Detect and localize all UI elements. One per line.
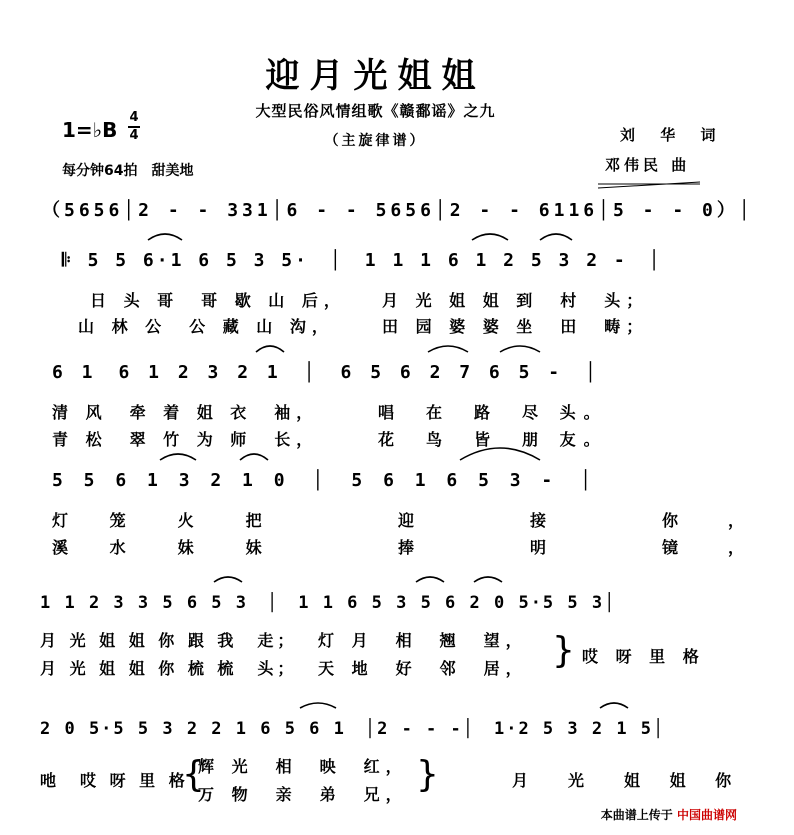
lyric-2b: 唱 在 路 尽 头。 [378, 403, 608, 422]
lyric-5c: 万 物 亲 弟 兄， [198, 785, 408, 804]
lyric-1d: 田 园 婆 婆 坐 田 畴； [382, 317, 649, 336]
slur [540, 234, 572, 240]
slur [472, 234, 508, 240]
slur [416, 577, 444, 582]
slur [148, 234, 182, 240]
slur [598, 182, 700, 188]
lyric-1c: 山 林 公 公 藏 山 沟， [78, 317, 334, 336]
brace-right-2: } [416, 754, 439, 795]
page-title: 迎月光姐姐 [265, 56, 486, 96]
slur [600, 703, 628, 708]
slur [300, 703, 336, 708]
slur [160, 454, 196, 460]
tempo-marking: 每分钟64拍 甜美地 [62, 163, 194, 179]
slur [474, 577, 502, 582]
lyric-5d: 月 光 姐 姐 你 [512, 771, 744, 790]
key-signature: 1=♭B [62, 118, 118, 142]
lyric-3a: 灯 笼 火 把 [52, 511, 280, 530]
meter-bottom: 4 [129, 128, 139, 143]
lyric-3b: 迎 接 你， [398, 511, 794, 530]
slur [428, 346, 468, 352]
lyric-2c: 青 松 翠 竹 为 师 长， [52, 430, 319, 449]
slur [214, 577, 242, 582]
footer-text: 本曲谱上传于 [600, 808, 673, 822]
notation-row-1: 𝄆 5 5 6·1 6 5 3 5· │ 1 1 1 6 1 2 5 3 2 - │ [62, 250, 663, 271]
lyric-1a: 日 头 哥 哥 歇 山 后， [90, 291, 346, 310]
footer [601, 806, 737, 823]
notation-row-intro: （5656│2 - - 331│6 - - 5656│2 - - 6116│5 - - 0）│ [42, 200, 754, 221]
lyric-5a: 吔 哎 呀 里 格 [40, 771, 189, 790]
lyric-3d: 捧 明 镜， [398, 538, 794, 557]
lyric-2a: 清 风 牵 着 姐 衣 袖， [52, 403, 319, 422]
slur [500, 346, 540, 352]
composer-credit: 邓伟民 曲 [605, 156, 691, 174]
lyricist-credit: 刘 华 词 [620, 126, 726, 144]
notation-row-3: 5 5 6 1 3 2 1 0 │ 5 6 1 6 5 3 - │ [52, 470, 597, 491]
notation-row-5: 2 0 5·5 5 3 2 2 1 6 5 6 1 │2 - - -│ 1·2 5 3 2 1 5│ [40, 719, 666, 739]
notation-row-4: 1 1 2 3 3 5 6 5 3 │ 1 1 6 5 3 5 6 2 0 5·5 5 3│ [40, 593, 617, 613]
lyric-5b: 辉 光 相 映 红， [198, 757, 408, 776]
slur [256, 346, 284, 352]
lyric-4a: 月 光 姐 姐 你 跟 我 走； [40, 631, 298, 650]
notation-row-2: 6 1 6 1 2 3 2 1 │ 6 5 6 2 7 6 5 - │ [52, 362, 600, 383]
lyric-4c: 月 光 姐 姐 你 梳 梳 头； [40, 659, 298, 678]
melody-note: （主旋律谱） [324, 133, 427, 149]
lyric-3c: 溪 水 妹 妹 [52, 538, 280, 557]
slur [460, 448, 540, 460]
lyric-2d: 花 鸟 皆 朋 友。 [378, 430, 608, 449]
lyric-1b: 月 光 姐 姐 到 村 头； [382, 291, 649, 310]
lyric-4e: 哎 呀 里 格 [582, 647, 705, 666]
meter-top: 4 [129, 110, 139, 125]
slur [240, 454, 268, 460]
lyric-4b: 灯 月 相 翘 望， [318, 631, 528, 650]
site-logo: 中国曲谱网 [676, 808, 737, 822]
brace-right: } [552, 630, 575, 671]
lyric-4d: 天 地 好 邻 居， [318, 659, 528, 678]
brace-left: { [182, 754, 205, 795]
subtitle: 大型民俗风情组歌《赣鄱谣》之九 [255, 102, 496, 120]
